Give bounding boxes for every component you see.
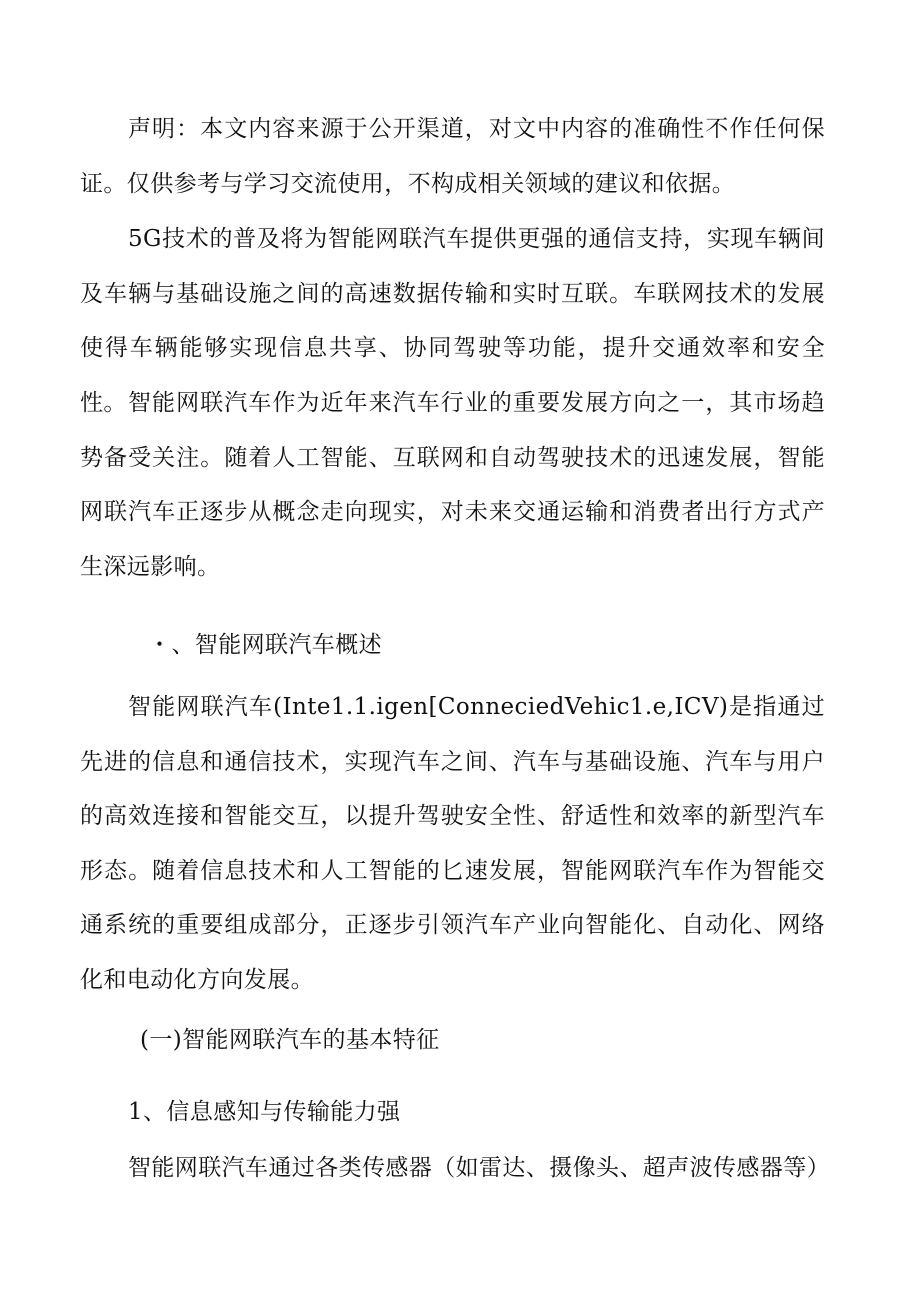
intro-market-paragraph: 智能网联汽车作为近年来汽车行业的重要发展方向之一，其市场趋势备受关注。随着人工智能、互联网和自动驾驶技术的迅速发展，智能网联汽车正逐步从概念走向现实，对未来交通运输和消费者出行方式产生深远影响。 [80,390,825,580]
item-heading: 1、信息感知与传输能力强 [128,1099,401,1125]
disclaimer-paragraph: 声明：本文内容来源于公开渠道，对文中内容的准确性不作任何保证。仅供参考与学习交流使用，不构成相关领域的建议和依据。 [80,116,825,197]
overview-paragraph: 智能网联汽车(Inte1.1.igen[ConneciedVehic1.e,ICV)是指通过先进的信息和通信技术，实现汽车之间、汽车与基础设施、汽车与用户的高效连接和智能交互，以提升驾驶安全性、舒适性和效率的新型汽车形态。随着信息技术和人工智能的匕速发展，智能网联汽车作为智能交通系统的重要组成部分，正逐步引领汽车产业向智能化、自动化、网络化和电动化方向发展。 [80,694,825,993]
item-paragraph: 智能网联汽车通过各类传感器（如雷达、摄像头、超声波传感器等） [128,1155,830,1181]
subsection-heading: (一)智能网联汽车的基本特征 [140,1027,440,1053]
intro-5g-paragraph: 5G技术的普及将为智能网联汽车提供更强的通信支持，实现车辆间及车辆与基础设施之间的高速数据传输和实时互联。车联网技术的发展使得车辆能够实现信息共享、协同驾驶等功能，提升交通效率和安全性。 [80,226,825,416]
section-heading: ・、智能网联汽车概述 [148,632,382,658]
